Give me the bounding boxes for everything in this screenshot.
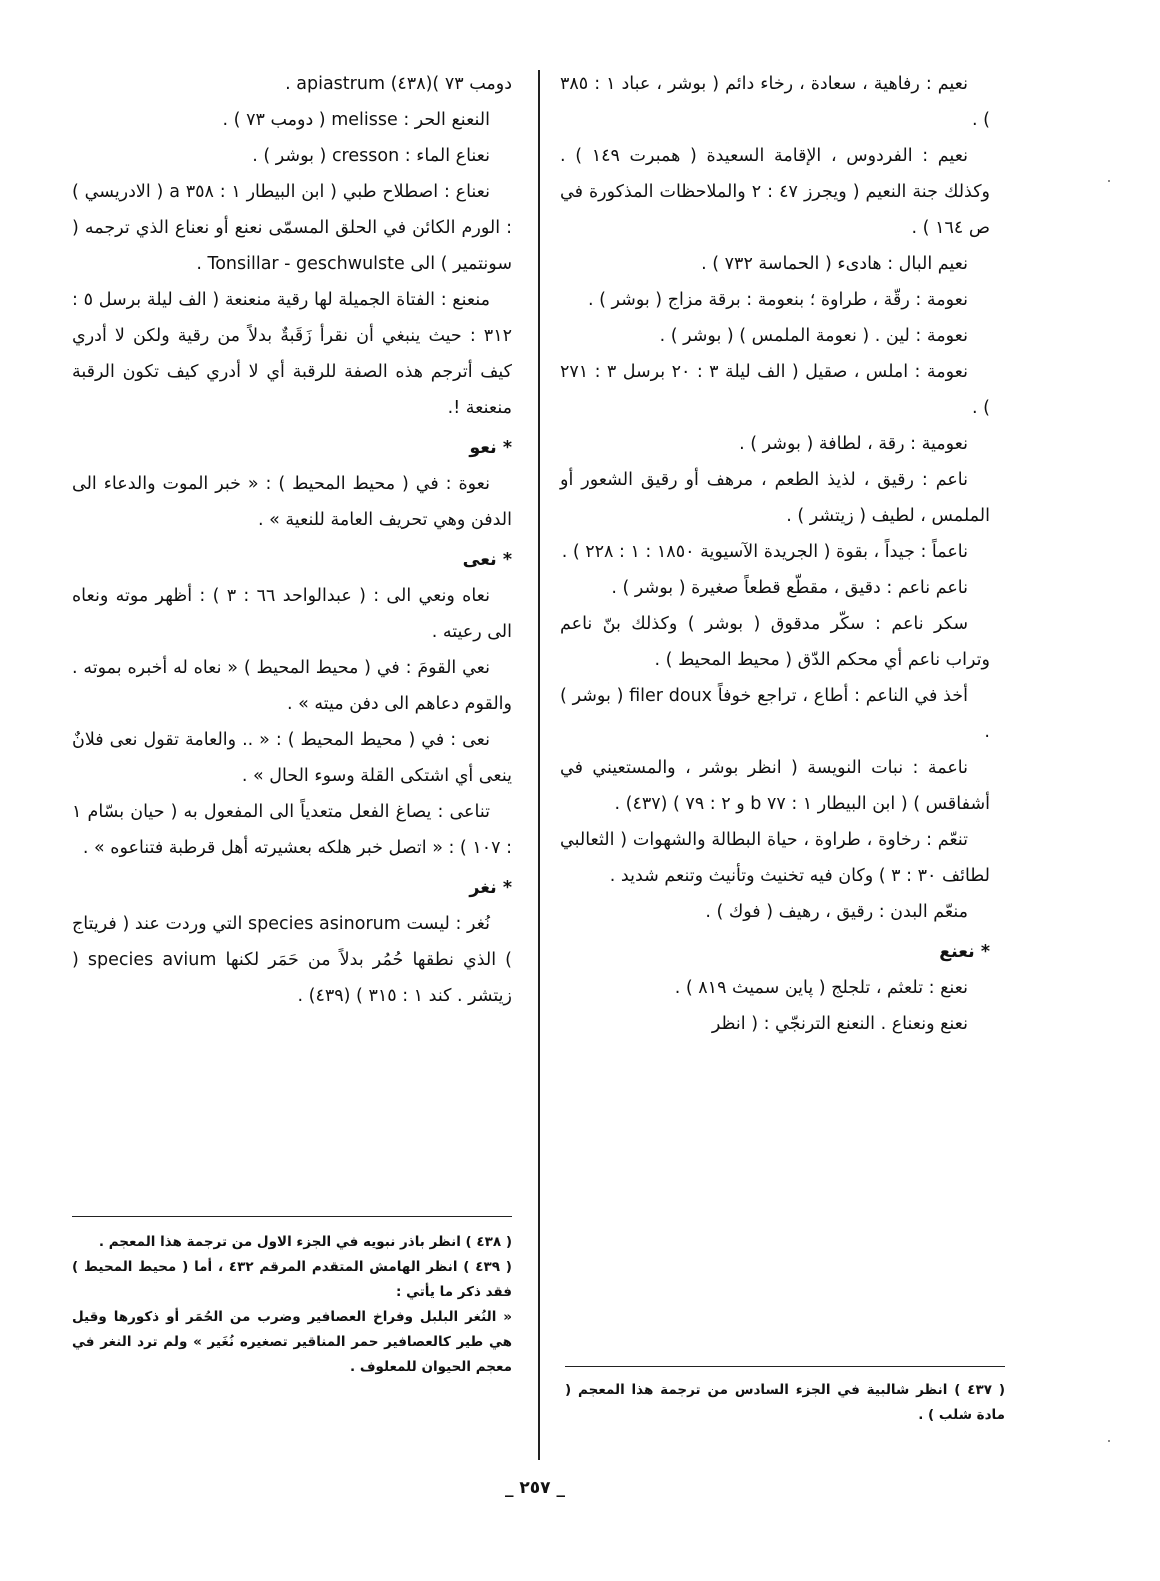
- left-column: [72, 66, 512, 1014]
- entry: نعومة : رقّة ، طراوة ؛ بنعومة : برقة مزاج ( بوشر ) .: [588, 290, 968, 310]
- entry: تنعّم : رخاوة ، طراوة ، حياة البطالة والشهوات ( الثعالبي لطائف ٣٠ : ٣ ) وكان فيه تخنيث وتأنيث وتنعم شديد .: [560, 830, 990, 886]
- entry: ناعم : رقيق ، لذيذ الطعم ، مرهف أو رقيق الشعور أو الملمس ، لطيف ( زيتشر ) .: [560, 470, 990, 526]
- root-heading: * نعو: [469, 438, 512, 458]
- entry: منعنع : الفتاة الجميلة لها رقية منعنعة ( الف ليلة برسل ٥ : ٣١٢ : حيث ينبغي أن نقرأ زَقَبةٌ بدلاً من رقية ولكن لا أدري كيف أترجم هذه الصفة للرقبة أي لا أدري كيف تكون الرقبة منعنعة !.: [72, 290, 512, 418]
- entry: ناعماً : جيداً ، بقوة ( الجريدة الآسيوية ١٨٥٠ : ١ : ٢٢٨ ) .: [561, 542, 968, 562]
- entry: نعناع الماء : cresson ( بوشر ) .: [252, 146, 490, 166]
- entry: نعى : في ( محيط المحيط ) : « .. والعامة تقول نعى فلانٌ ينعى أي اشتكى القلة وسوء الحال » .: [72, 730, 512, 786]
- entry: ناعمة : نبات النويسة ( انظر بوشر ، والمستعيني في أشفاقس ) ( ابن البيطار ١ : ٧٧ b و ٢ : ٧٩ ) (٤٣٧) .: [560, 758, 990, 814]
- entry: ناعم ناعم : دقيق ، مقطّع قطعاً صغيرة ( بوشر ) .: [611, 578, 968, 598]
- entry: نعوة : في ( محيط المحيط ) : « خبر الموت والدعاء الى الدفن وهي تحريف العامة للنعية » .: [72, 474, 512, 530]
- footnotes-left: [72, 1230, 512, 1380]
- scan-speck: [1108, 1440, 1110, 1442]
- root-heading: * نغر: [469, 878, 512, 898]
- entry: نعي القومَ : في ( محيط المحيط ) « نعاه له أخبره بموته . والقوم دعاهم الى دفن ميته » .: [72, 658, 512, 714]
- footnote-rule-left: [72, 1216, 512, 1217]
- footnotes-right: [565, 1378, 1005, 1428]
- entry: نعاه ونعي الى : ( عبدالواحد ٦٦ : ٣ ) : أظهر موته ونعاه الى رعيته .: [72, 586, 512, 642]
- entry: نعناع : اصطلاح طبي ( ابن البيطار ١ : ٣٥٨ a ( الادريسي ) : الورم الكائن في الحلق المسمّى نعنع أو نعناع الذي ترجمه ( سونتمير ) الى Tonsillar - geschwulste .: [72, 182, 512, 274]
- footnote: ( ٤٣٩ ) انظر الهامش المتقدم المرقم ٤٣٢ ، أما ( محيط المحيط ) فقد ذكر ما يأتي :: [72, 1259, 512, 1300]
- page-number: _ ٢٥٧ _: [505, 1478, 565, 1498]
- scan-speck: [1108, 180, 1110, 182]
- footnote-rule-right: [565, 1366, 1005, 1367]
- entry: دومب ٧٣ )(٤٣٨) apiastrum .: [285, 74, 512, 94]
- right-column: [560, 66, 990, 1042]
- entry: منعّم البدن : رقيق ، رهيف ( فوك ) .: [705, 902, 968, 922]
- entry: نعومة : املس ، صقيل ( الف ليلة ٣ : ٢٠ برسل ٣ : ٢٧١ ) .: [560, 362, 990, 418]
- entry: نعيم : رفاهية ، سعادة ، رخاء دائم ( بوشر ، عباد ١ : ٣٨٥ ) .: [560, 74, 990, 130]
- entry: أخذ في الناعم : أطاع ، تراجع خوفاً filer doux ( بوشر ) .: [560, 686, 990, 742]
- entry: النعنع الحر : melisse ( دومب ٧٣ ) .: [222, 110, 490, 130]
- entry: نعيم البال : هادىء ( الحماسة ٧٣٢ ) .: [701, 254, 968, 274]
- entry: نُغر : ليست species asinorum التي وردت عند ( فريتاج ) الذي نطقها حُمُر بدلاً من حَمَر لكنها species avium ( زيتشر . كند ١ : ٣١٥ ) (٤٣٩) .: [72, 914, 512, 1006]
- column-divider: [538, 70, 540, 1460]
- entry: نعومة : لين . ( نعومة الملمس ) ( بوشر ) .: [659, 326, 968, 346]
- entry: تناعى : يصاغ الفعل متعدياً الى المفعول به ( حيان بسّام ١ : ١٠٧ ) : « اتصل خبر هلكه بعشيرته أهل قرطبة فتناعوه » .: [72, 802, 512, 858]
- entry: سكر ناعم : سكّر مدقوق ( بوشر ) وكذلك بنّ ناعم وتراب ناعم أي محكم الدّق ( محيط المحيط ) .: [560, 614, 990, 670]
- entry: نعيم : الفردوس ، الإقامة السعيدة ( همبرت ١٤٩ ) . وكذلك جنة النعيم ( ويجرز ٤٧ : ٢ والملاحظات المذكورة في ص ١٦٤ ) .: [560, 146, 990, 238]
- entry: نعنع ونعناع . النعنع الترنجّي : ( انظر: [711, 1014, 968, 1034]
- entry: نعومية : رقة ، لطافة ( بوشر ) .: [739, 434, 968, 454]
- root-heading: * نعنع: [939, 942, 990, 962]
- footnote: ( ٤٣٧ ) انظر شالبية في الجزء السادس من ترجمة هذا المعجم ( مادة شلب ) .: [565, 1382, 1005, 1423]
- footnote: « النُغر البلبل وفراخ العصافير وضرب من الحُمَر أو ذكورها وقيل هي طير كالعصافير حمر المناقير تصغيره نُغَير » ولم ترد النغر في معجم الحيوان للمعلوف .: [72, 1309, 512, 1375]
- root-heading: * نعى: [462, 550, 512, 570]
- footnote: ( ٤٣٨ ) انظر باذر نبويه في الجزء الاول من ترجمة هذا المعجم .: [98, 1234, 512, 1250]
- entry: نعنع : تلعثم ، تلجلج ( پاين سميث ٨١٩ ) .: [674, 978, 968, 998]
